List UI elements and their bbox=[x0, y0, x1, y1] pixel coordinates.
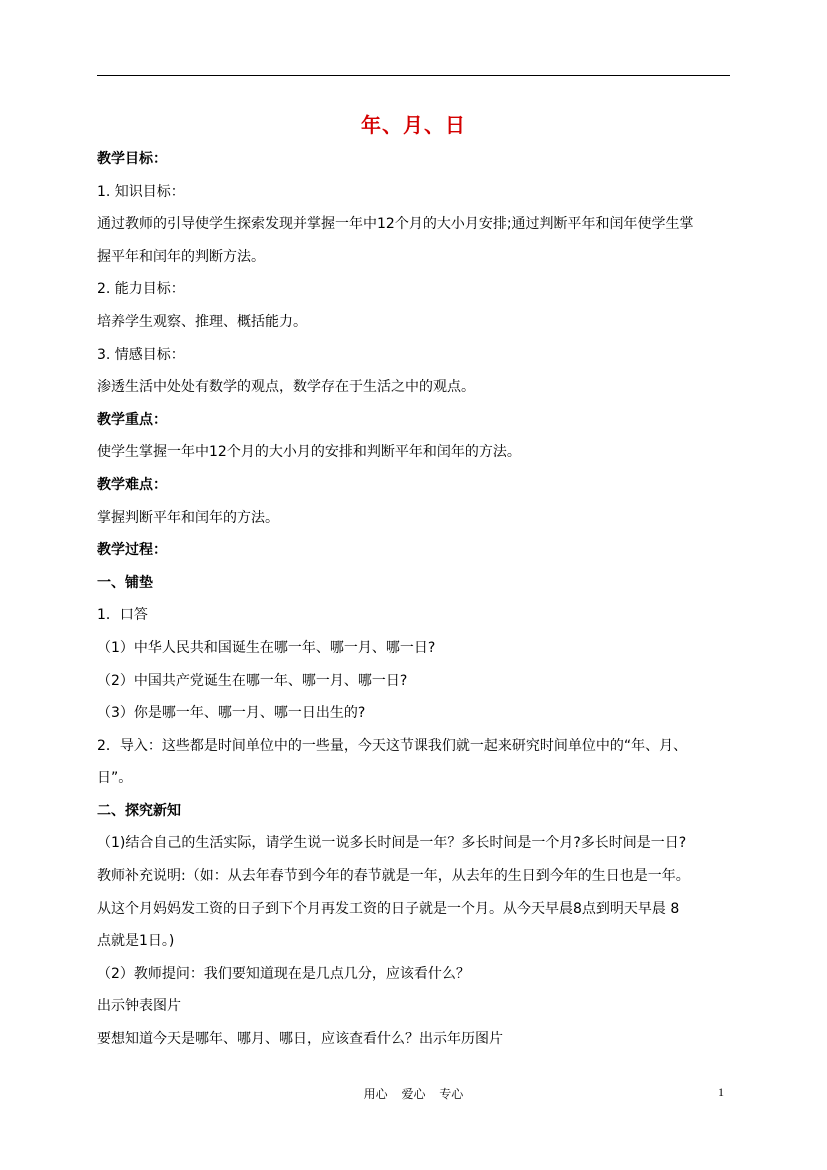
text-line: 培养学生观察、推理、概括能力。 bbox=[97, 313, 307, 330]
text-line: （1）中华人民共和国诞生在哪一年、哪一月、哪一日? bbox=[97, 639, 436, 656]
text-line: 1. 知识目标： bbox=[97, 183, 185, 200]
text-line: （2）教师提问：我们要知道现在是几点几分，应该看什么？ bbox=[97, 965, 470, 982]
text-line: 3. 情感目标： bbox=[97, 346, 185, 363]
footer-motto: 用心 爱心 专心 bbox=[363, 1087, 464, 1101]
page-title: 年、月、日 bbox=[361, 113, 466, 137]
text-line: 通过教师的引导使学生探索发现并掌握一年中12个月的大小月安排;通过判断平年和闰年使学生掌 bbox=[97, 216, 694, 233]
text-line: 使学生掌握一年中12个月的大小月的安排和判断平年和闰年的方法。 bbox=[97, 444, 521, 461]
text-line: 1．口答 bbox=[97, 607, 148, 624]
text-line: 握平年和闰年的判断方法。 bbox=[97, 248, 265, 265]
text-line: 2．导入：这些都是时间单位中的一些量，今天这节课我们就一起来研究时间单位中的“年、月、 bbox=[97, 737, 688, 754]
text-line: 一、铺垫 bbox=[97, 574, 153, 591]
text-line: 教学目标： bbox=[97, 151, 167, 167]
text-line: 2. 能力目标： bbox=[97, 281, 185, 298]
text-line: 教学难点： bbox=[97, 476, 167, 493]
text-line: 教学过程： bbox=[97, 542, 167, 559]
text-line: （2）中国共产党诞生在哪一年、哪一月、哪一日? bbox=[97, 672, 408, 689]
text-line: （3）你是哪一年、哪一月、哪一日出生的? bbox=[97, 705, 366, 722]
text-line: 教学重点： bbox=[97, 411, 167, 428]
text-line: 掌握判断平年和闰年的方法。 bbox=[97, 509, 279, 526]
text-line: 教师补充说明:（如：从去年春节到今年的春节就是一年，从去年的生日到今年的生日也是一年。 bbox=[97, 868, 690, 885]
text-line: 点就是1日。) bbox=[97, 933, 175, 950]
page-number: 1 bbox=[718, 1085, 724, 1099]
text-line: 日”。 bbox=[97, 770, 133, 787]
text-line: 从这个月妈妈发工资的日子到下个月再发工资的日子就是一个月。从今天早晨8点到明天早晨 8 bbox=[97, 900, 680, 917]
text-line: 渗透生活中处处有数学的观点，数学存在于生活之中的观点。 bbox=[97, 379, 475, 396]
document-body bbox=[97, 143, 737, 1056]
header-rule bbox=[97, 75, 730, 76]
text-line: 要想知道今天是哪年、哪月、哪日，应该查看什么？出示年历图片 bbox=[97, 1031, 503, 1048]
text-line: 二、探究新知 bbox=[97, 802, 181, 819]
text-line: 出示钟表图片 bbox=[97, 998, 181, 1015]
text-line: （1)结合自己的生活实际，请学生说一说多长时间是一年？多长时间是一个月?多长时间是一日? bbox=[97, 835, 687, 852]
